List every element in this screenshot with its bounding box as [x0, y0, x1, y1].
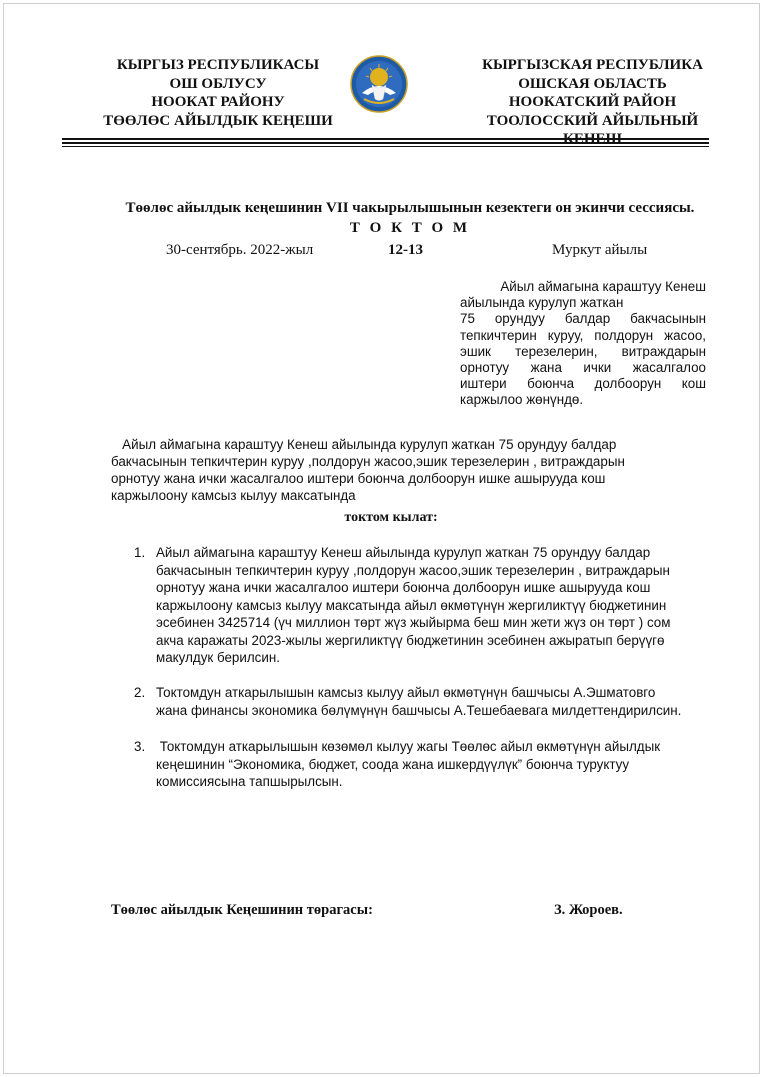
preamble-line: каржылоону камсыз кылуу максатында: [111, 488, 356, 503]
document-number: 12-13: [388, 242, 423, 258]
subject-line: Айыл аймагына караштуу Кенеш: [500, 279, 706, 294]
item-line: Токтомдун аткарылышын камсыз кылуу айыл өкмөтүнүн башчысы А.Эшматовго: [156, 685, 656, 700]
item-line: орнотуу жана ички жасалгалоо иштери боюнча долбоорун ишке ашырууда кош: [156, 580, 651, 595]
document-place: Муркут айылы: [552, 242, 648, 258]
item-line: макулдук берилсин.: [156, 650, 280, 665]
header-left-line: КЫРГЫЗ РЕСПУБЛИКАСЫ: [116, 57, 320, 73]
subject-line: айылында курулуп жаткан: [460, 295, 624, 311]
document-type: Т О К Т О М: [349, 220, 471, 236]
subject-block: [460, 279, 706, 409]
header-left-line: ТӨӨЛӨС АЙЫЛДЫК КЕҢЕШИ: [103, 112, 333, 129]
item-line: эсебинен 3425714 (үч миллион төрт жүз жыйырма беш мин жети жүз он төрт ) сом: [156, 615, 671, 630]
item-line: бакчасынын тепкичтерин куруу ,полдорун жасоо,эшик терезелерин , витраждарын: [156, 562, 670, 578]
header-rule: [62, 146, 709, 147]
item-number: 3.: [134, 739, 146, 754]
header-right-line: НООКАТСКИЙ РАЙОН: [508, 94, 677, 110]
kyrgyz-state-emblem-icon: [350, 55, 408, 113]
subject-line: орнотуу жана ички жасалгалоо: [460, 360, 706, 376]
item-line: комиссиясына тапшырылсын.: [156, 774, 343, 789]
subject-line: 75 орундуу балдар бакчасынын: [460, 311, 706, 327]
item-line: Токтомдун аткарылышын көзөмөл кылуу жагы Төөлөс айыл өкмөтүнүн айылдык: [156, 739, 661, 754]
header-left-line: НООКАТ РАЙОНУ: [151, 94, 285, 110]
preamble-line: Айыл аймагына караштуу Кенеш айылында курулуп жаткан 75 орундуу балдар: [111, 437, 617, 452]
subject-line: эшик терезелерин, витраждарын: [460, 343, 706, 359]
item-line: жана финансы экономика бөлүмүнүн башчысы А.Тешебаевага милдеттендирилсин.: [156, 702, 682, 718]
item-line: акча каражаты 2023-жылы жергиликтүү бюджетинин эсебинен ажыратып берүүгө: [156, 632, 665, 648]
item-line: кеңешинин “Экономика, бюджет, соода жана ишкердүүлүк” боюнча туруктуу: [156, 756, 630, 772]
header-rule: [62, 142, 709, 144]
resolution-item: [134, 738, 724, 798]
preamble-line: бакчасынын тепкичтерин куруу ,полдорун жасоо,эшик терезелерин , витраждарын: [111, 454, 625, 469]
resolves-heading: токтом кылат:: [344, 510, 438, 525]
header-rule: [62, 138, 709, 140]
preamble-line: орнотуу жана ички жасалгалоо иштери боюнча долбоорун ишке ашырууда кош: [111, 471, 606, 486]
item-number: 2.: [134, 685, 146, 700]
item-number: 1.: [134, 545, 146, 560]
item-line: Айыл аймагына караштуу Кенеш айылында курулуп жаткан 75 орундуу балдар: [156, 545, 651, 560]
resolution-item: [134, 544, 724, 674]
item-line: каржылоону камсыз кылуу максатында айыл өкмөтүнүн жергиликтүү бюджетинин: [156, 597, 667, 613]
subject-line: каржылоо жөнүндө.: [460, 392, 584, 408]
header-right-line: КЕНЕШ: [562, 131, 623, 145]
header-kyrgyz: [88, 56, 348, 130]
subject-line: иштери боюнча долбоорун кош: [460, 376, 706, 392]
signature-name: З. Жороев.: [554, 902, 623, 918]
header-russian: [460, 56, 725, 145]
document-date: 30-сентябрь. 2022-жыл: [166, 242, 314, 258]
session-title: Төөлөс айылдык кеңешинин VII чакырылышынын кезектеги он экинчи сессиясы.: [125, 200, 695, 216]
header-right-line: ОШСКАЯ ОБЛАСТЬ: [518, 75, 667, 92]
header-left-line: ОШ ОБЛУСУ: [169, 75, 267, 92]
resolution-item: [134, 684, 724, 724]
header-right-line: ТООЛОССКИЙ АЙЫЛЬНЫЙ: [486, 112, 699, 129]
subject-line: тепкичтерин куруу, полдорун жасоо,: [460, 327, 706, 343]
header-right-line: КЫРГЫЗСКАЯ РЕСПУБЛИКА: [482, 57, 703, 73]
preamble: [111, 436, 671, 504]
signature-title: Төөлөс айылдык Кеңешинин төрагасы:: [111, 902, 373, 918]
